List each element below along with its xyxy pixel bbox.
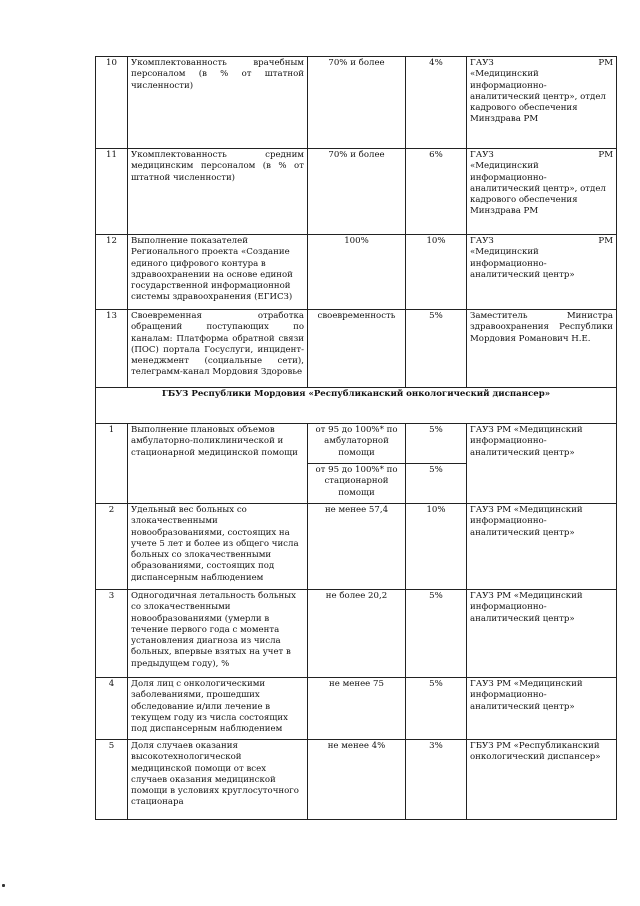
org-head: ГАУЗ <box>470 58 494 68</box>
responsible-cell <box>467 149 617 235</box>
row-number: 4 <box>96 678 128 740</box>
indicator-cell: Доля случаев оказания высокотехнологической медицинской помощи от всех случаев оказания медицинской помощи в условиях круглосуточного стационара <box>128 740 308 820</box>
indicator-cell: Своевременная отработка обращений поступающих по каналам: Платформа обратной связи (ПОС) портала Госуслуги, инцидент-менеджмент (социальные сети), телеграмм-канал Мордовия Здоровье <box>128 310 308 388</box>
weight-cell: 6% <box>406 149 467 235</box>
weight-cell: 5% <box>406 310 467 388</box>
responsible-cell: ГАУЗ РМ «Медицинский информационно-аналитический центр» <box>467 504 617 590</box>
indicator-cell: Удельный вес больных со злокачественными новообразованиями, состоящих на учете 5 лет и более из общего числа больных со злокачественными образованиями, состоящих под диспансерным наблюдением <box>128 504 308 590</box>
table-row <box>96 57 617 149</box>
table-row <box>96 678 617 740</box>
org-head-right: РМ <box>598 58 613 68</box>
row-number: 12 <box>96 235 128 310</box>
target-cell: 70% и более <box>308 57 406 149</box>
row-number: 2 <box>96 504 128 590</box>
target-cell: не более 20,2 <box>308 590 406 678</box>
table-row <box>96 235 617 310</box>
weight-cell: 5% <box>406 590 467 678</box>
target-cell-inpatient: от 95 до 100%* по стационарной помощи <box>308 464 406 504</box>
indicator-cell: Одногодичная летальность больных со злокачественными новообразованиями (умерли в течение первого года с момента установления диагноза из числа больных, впервые взятых на учет в предыдущем году), % <box>128 590 308 678</box>
scan-mark <box>2 884 5 887</box>
responsible-cell: ГАУЗ РМ «Медицинский информационно-аналитический центр» <box>467 424 617 504</box>
section-title: ГБУЗ Республики Мордовия «Республиканский онкологический диспансер» <box>96 388 617 424</box>
org-head-right: РМ <box>598 236 613 246</box>
row-number: 10 <box>96 57 128 149</box>
target-cell: 100% <box>308 235 406 310</box>
table-row <box>96 504 617 590</box>
weight-cell: 10% <box>406 235 467 310</box>
weight-cell-inpatient: 5% <box>406 464 467 504</box>
table-row <box>96 740 617 820</box>
responsible-cell <box>467 235 617 310</box>
weight-cell: 5% <box>406 678 467 740</box>
table-row <box>96 149 617 235</box>
target-cell: не менее 4% <box>308 740 406 820</box>
responsible-cell: ГАУЗ РМ «Медицинский информационно-аналитический центр» <box>467 590 617 678</box>
responsible-cell: Заместитель Министра здравоохранения Республики Мордовия Романович Н.Е. <box>467 310 617 388</box>
indicator-cell: Укомплектованность врачебным персоналом (в % от штатной численности) <box>128 57 308 149</box>
target-cell: не менее 75 <box>308 678 406 740</box>
weight-cell: 10% <box>406 504 467 590</box>
org-head: ГАУЗ <box>470 150 494 160</box>
weight-cell: 4% <box>406 57 467 149</box>
target-cell: своевременность <box>308 310 406 388</box>
section-header-row <box>96 388 617 424</box>
target-cell-ambulatory: от 95 до 100%* по амбулаторной помощи <box>308 424 406 464</box>
table-row <box>96 590 617 678</box>
indicators-table <box>95 56 617 820</box>
target-cell: не менее 57,4 <box>308 504 406 590</box>
indicator-cell: Доля лиц с онкологическими заболеваниями, прошедших обследование и/или лечение в текущем году из числа состоящих под диспансерным наблюдением <box>128 678 308 740</box>
indicator-cell: Укомплектованность средним медицинским персоналом (в % от штатной численности) <box>128 149 308 235</box>
responsible-cell: ГБУЗ РМ «Республиканский онкологический диспансер» <box>467 740 617 820</box>
org-head: ГАУЗ <box>470 236 494 246</box>
row-number: 1 <box>96 424 128 504</box>
table-row <box>96 310 617 388</box>
row-number: 5 <box>96 740 128 820</box>
org-rest: «Медицинский информационно-аналитический центр» <box>470 247 575 280</box>
table-row <box>96 424 617 464</box>
row-number: 13 <box>96 310 128 388</box>
responsible-cell: ГАУЗ РМ «Медицинский информационно-аналитический центр» <box>467 678 617 740</box>
weight-cell: 3% <box>406 740 467 820</box>
row-number: 3 <box>96 590 128 678</box>
responsible-cell <box>467 57 617 149</box>
org-rest: «Медицинский информационно-аналитический центр», отдел кадрового обеспечения Минздрава РМ <box>470 69 606 125</box>
target-cell: 70% и более <box>308 149 406 235</box>
row-number: 11 <box>96 149 128 235</box>
indicator-cell: Выполнение показателей Регионального проекта «Создание единого цифрового контура в здравоохранении на основе единой государственной информационной системы здравоохранения (ЕГИСЗ) <box>128 235 308 310</box>
org-head-right: РМ <box>598 150 613 160</box>
indicator-cell: Выполнение плановых объемов амбулаторно-поликлинической и стационарной медицинской помощи <box>128 424 308 504</box>
org-rest: «Медицинский информационно-аналитический центр», отдел кадрового обеспечения Минздрава РМ <box>470 161 606 217</box>
weight-cell-ambulatory: 5% <box>406 424 467 464</box>
